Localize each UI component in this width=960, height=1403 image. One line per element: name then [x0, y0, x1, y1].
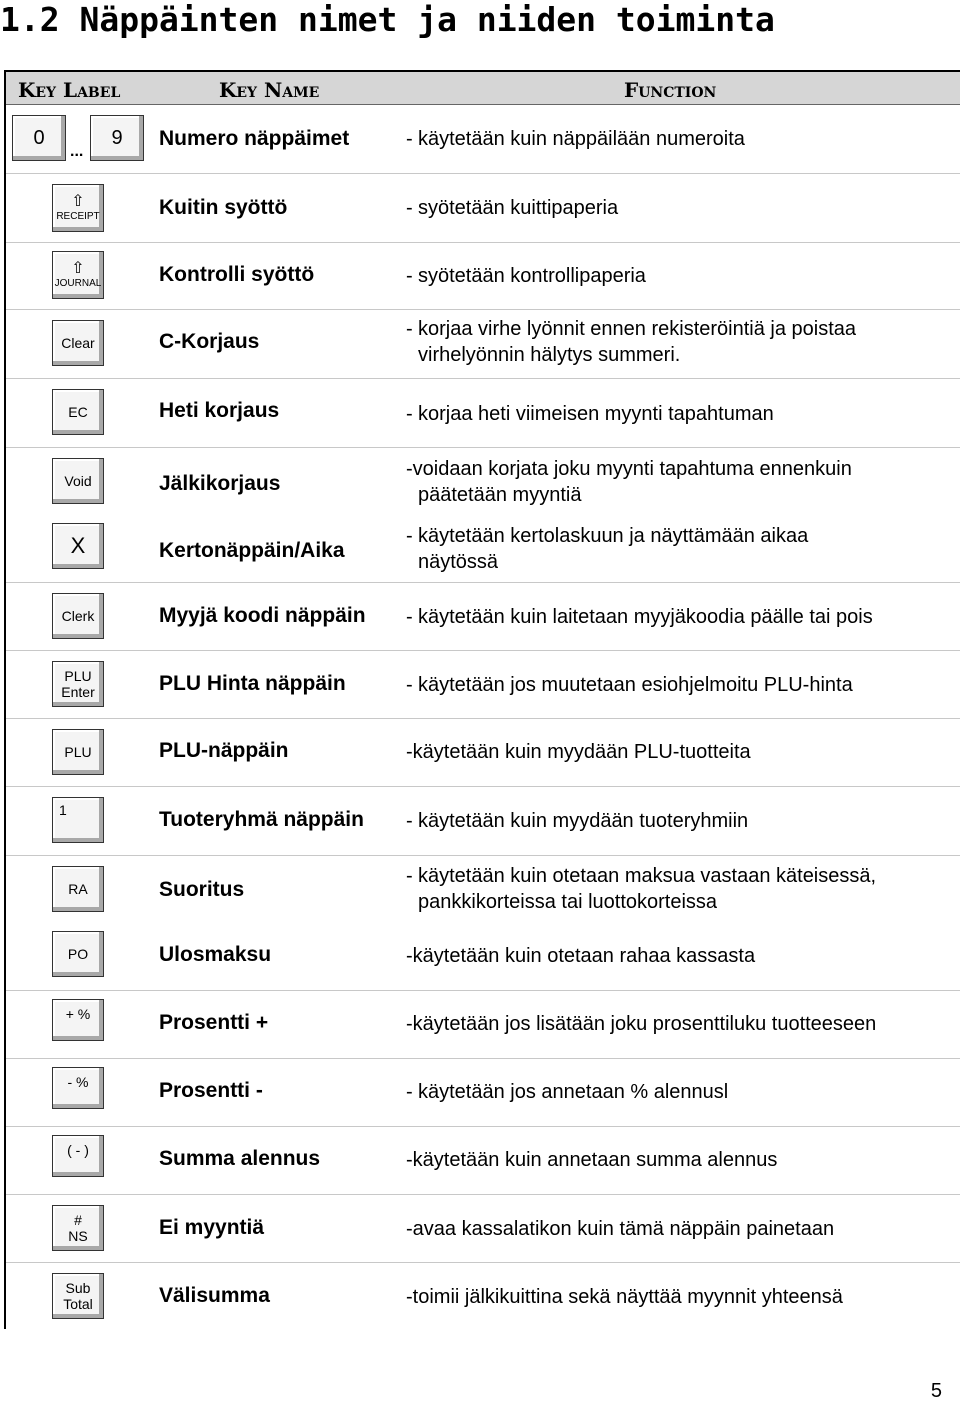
key-name: PLU-näppäin	[159, 739, 289, 762]
key-function: - syötetään kuittipaperia	[406, 197, 619, 219]
plu-key: PLU	[52, 729, 104, 775]
table-row	[6, 923, 960, 991]
key-name: Kertonäppäin/Aika	[159, 539, 345, 562]
key-name: PLU Hinta näppäin	[159, 672, 346, 695]
table-row	[6, 243, 960, 310]
dept-1-key: 1	[52, 797, 104, 843]
key-name: Prosentti +	[159, 1011, 269, 1034]
key-function: -käytetään jos lisätään joku prosenttiluku tuotteeseen	[406, 1013, 877, 1035]
clerk-key: Clerk	[52, 593, 104, 639]
key-function: - käytetään kuin myydään tuoteryhmiin	[406, 810, 749, 832]
paper-feed-icon: ⇧	[71, 260, 85, 278]
header-key-label: Key Label	[18, 78, 121, 102]
page-number: 5	[930, 1380, 942, 1402]
key-function: -avaa kassalatikon kuin tämä näppäin painetaan	[406, 1218, 835, 1240]
key-function: - käytetään jos annetaan % alennusl	[406, 1081, 729, 1103]
key-name: Ei myyntiä	[159, 1216, 265, 1239]
table-row	[6, 515, 960, 583]
key-function: -voidaan korjata joku myynti tapahtuma ennenkuin päätetään myyntiä	[406, 458, 852, 506]
key-function: -käytetään kuin otetaan rahaa kassasta	[406, 945, 756, 967]
key-name: Heti korjaus	[159, 399, 280, 422]
key-name: Ulosmaksu	[159, 943, 272, 966]
key-name: Numero näppäimet	[159, 127, 350, 150]
percent-minus-key: - %	[52, 1067, 104, 1109]
key-name: Välisumma	[159, 1284, 270, 1307]
key-label-cell	[6, 105, 146, 173]
key-function: - syötetään kontrollipaperia	[406, 265, 646, 287]
key-function: - käytetään kuin laitetaan myyjäkoodia päälle tai pois	[406, 606, 873, 628]
table-row	[6, 1127, 960, 1195]
key-name: C-Korjaus	[159, 330, 260, 353]
journal-key: ⇧ JOURNAL	[52, 251, 104, 299]
key-function: - käytetään kertolaskuun ja näyttämään aikaa näytössä	[406, 525, 809, 573]
key-name: Myyjä koodi näppäin	[159, 604, 366, 627]
key-function: -käytetään kuin myydään PLU-tuotteita	[406, 741, 751, 763]
table-row	[6, 105, 960, 174]
table-row	[6, 787, 960, 856]
key-function: - käytetään jos muutetaan esiohjelmoitu PLU-hinta	[406, 674, 853, 696]
table-row	[6, 719, 960, 787]
table-row	[6, 379, 960, 448]
ra-key: RA	[52, 866, 104, 912]
key-function: -käytetään kuin annetaan summa alennus	[406, 1149, 778, 1171]
key-name: Tuoteryhmä näppäin	[159, 808, 364, 831]
key-name: Kontrolli syöttö	[159, 263, 315, 286]
table-header	[6, 70, 960, 105]
x-key: X	[52, 523, 104, 569]
key-range-ellipsis: ...	[70, 143, 84, 160]
header-function: Function	[624, 78, 717, 102]
table-row	[6, 1059, 960, 1127]
key-name: Suoritus	[159, 878, 245, 901]
key-name: Jälkikorjaus	[159, 472, 281, 495]
key-name: Summa alennus	[159, 1147, 321, 1170]
plu-enter-key: PLU Enter	[52, 661, 104, 707]
receipt-key: ⇧ RECEIPT	[52, 184, 104, 232]
paper-feed-icon: ⇧	[71, 193, 85, 211]
key-table	[4, 70, 960, 1329]
table-row	[6, 1263, 960, 1329]
header-key-name: Key Name	[219, 78, 320, 102]
table-row	[6, 856, 960, 923]
percent-plus-key: + %	[52, 999, 104, 1041]
page-title: 1.2 Näppäinten nimet ja niiden toiminta	[0, 0, 775, 39]
table-row	[6, 651, 960, 719]
void-key: Void	[52, 458, 104, 504]
subtotal-key: Sub Total	[52, 1273, 104, 1319]
table-row	[6, 583, 960, 651]
table-row	[6, 991, 960, 1059]
key-function: - korjaa virhe lyönnit ennen rekisteröintiä ja poistaa virhelyönnin hälytys summeri.	[406, 318, 857, 366]
table-row	[6, 174, 960, 243]
key-9: 9	[90, 115, 144, 161]
table-row	[6, 310, 960, 379]
no-sale-key: # NS	[52, 1205, 104, 1251]
key-function: -toimii jälkikuittina sekä näyttää myynnit yhteensä	[406, 1286, 843, 1308]
key-function: - käytetään kuin näppäilään numeroita	[406, 128, 745, 150]
table-row	[6, 1195, 960, 1263]
key-0: 0	[12, 115, 66, 161]
ec-key: EC	[52, 389, 104, 435]
key-function: - käytetään kuin otetaan maksua vastaan käteisessä, pankkikorteissa tai luottokorteissa	[406, 865, 877, 913]
po-key: PO	[52, 931, 104, 977]
amount-discount-key: ( - )	[52, 1135, 104, 1177]
key-name: Prosentti -	[159, 1079, 263, 1102]
clear-key: Clear	[52, 320, 104, 366]
table-row	[6, 448, 960, 515]
key-name: Kuitin syöttö	[159, 196, 288, 219]
key-function: - korjaa heti viimeisen myynti tapahtuman	[406, 403, 774, 425]
